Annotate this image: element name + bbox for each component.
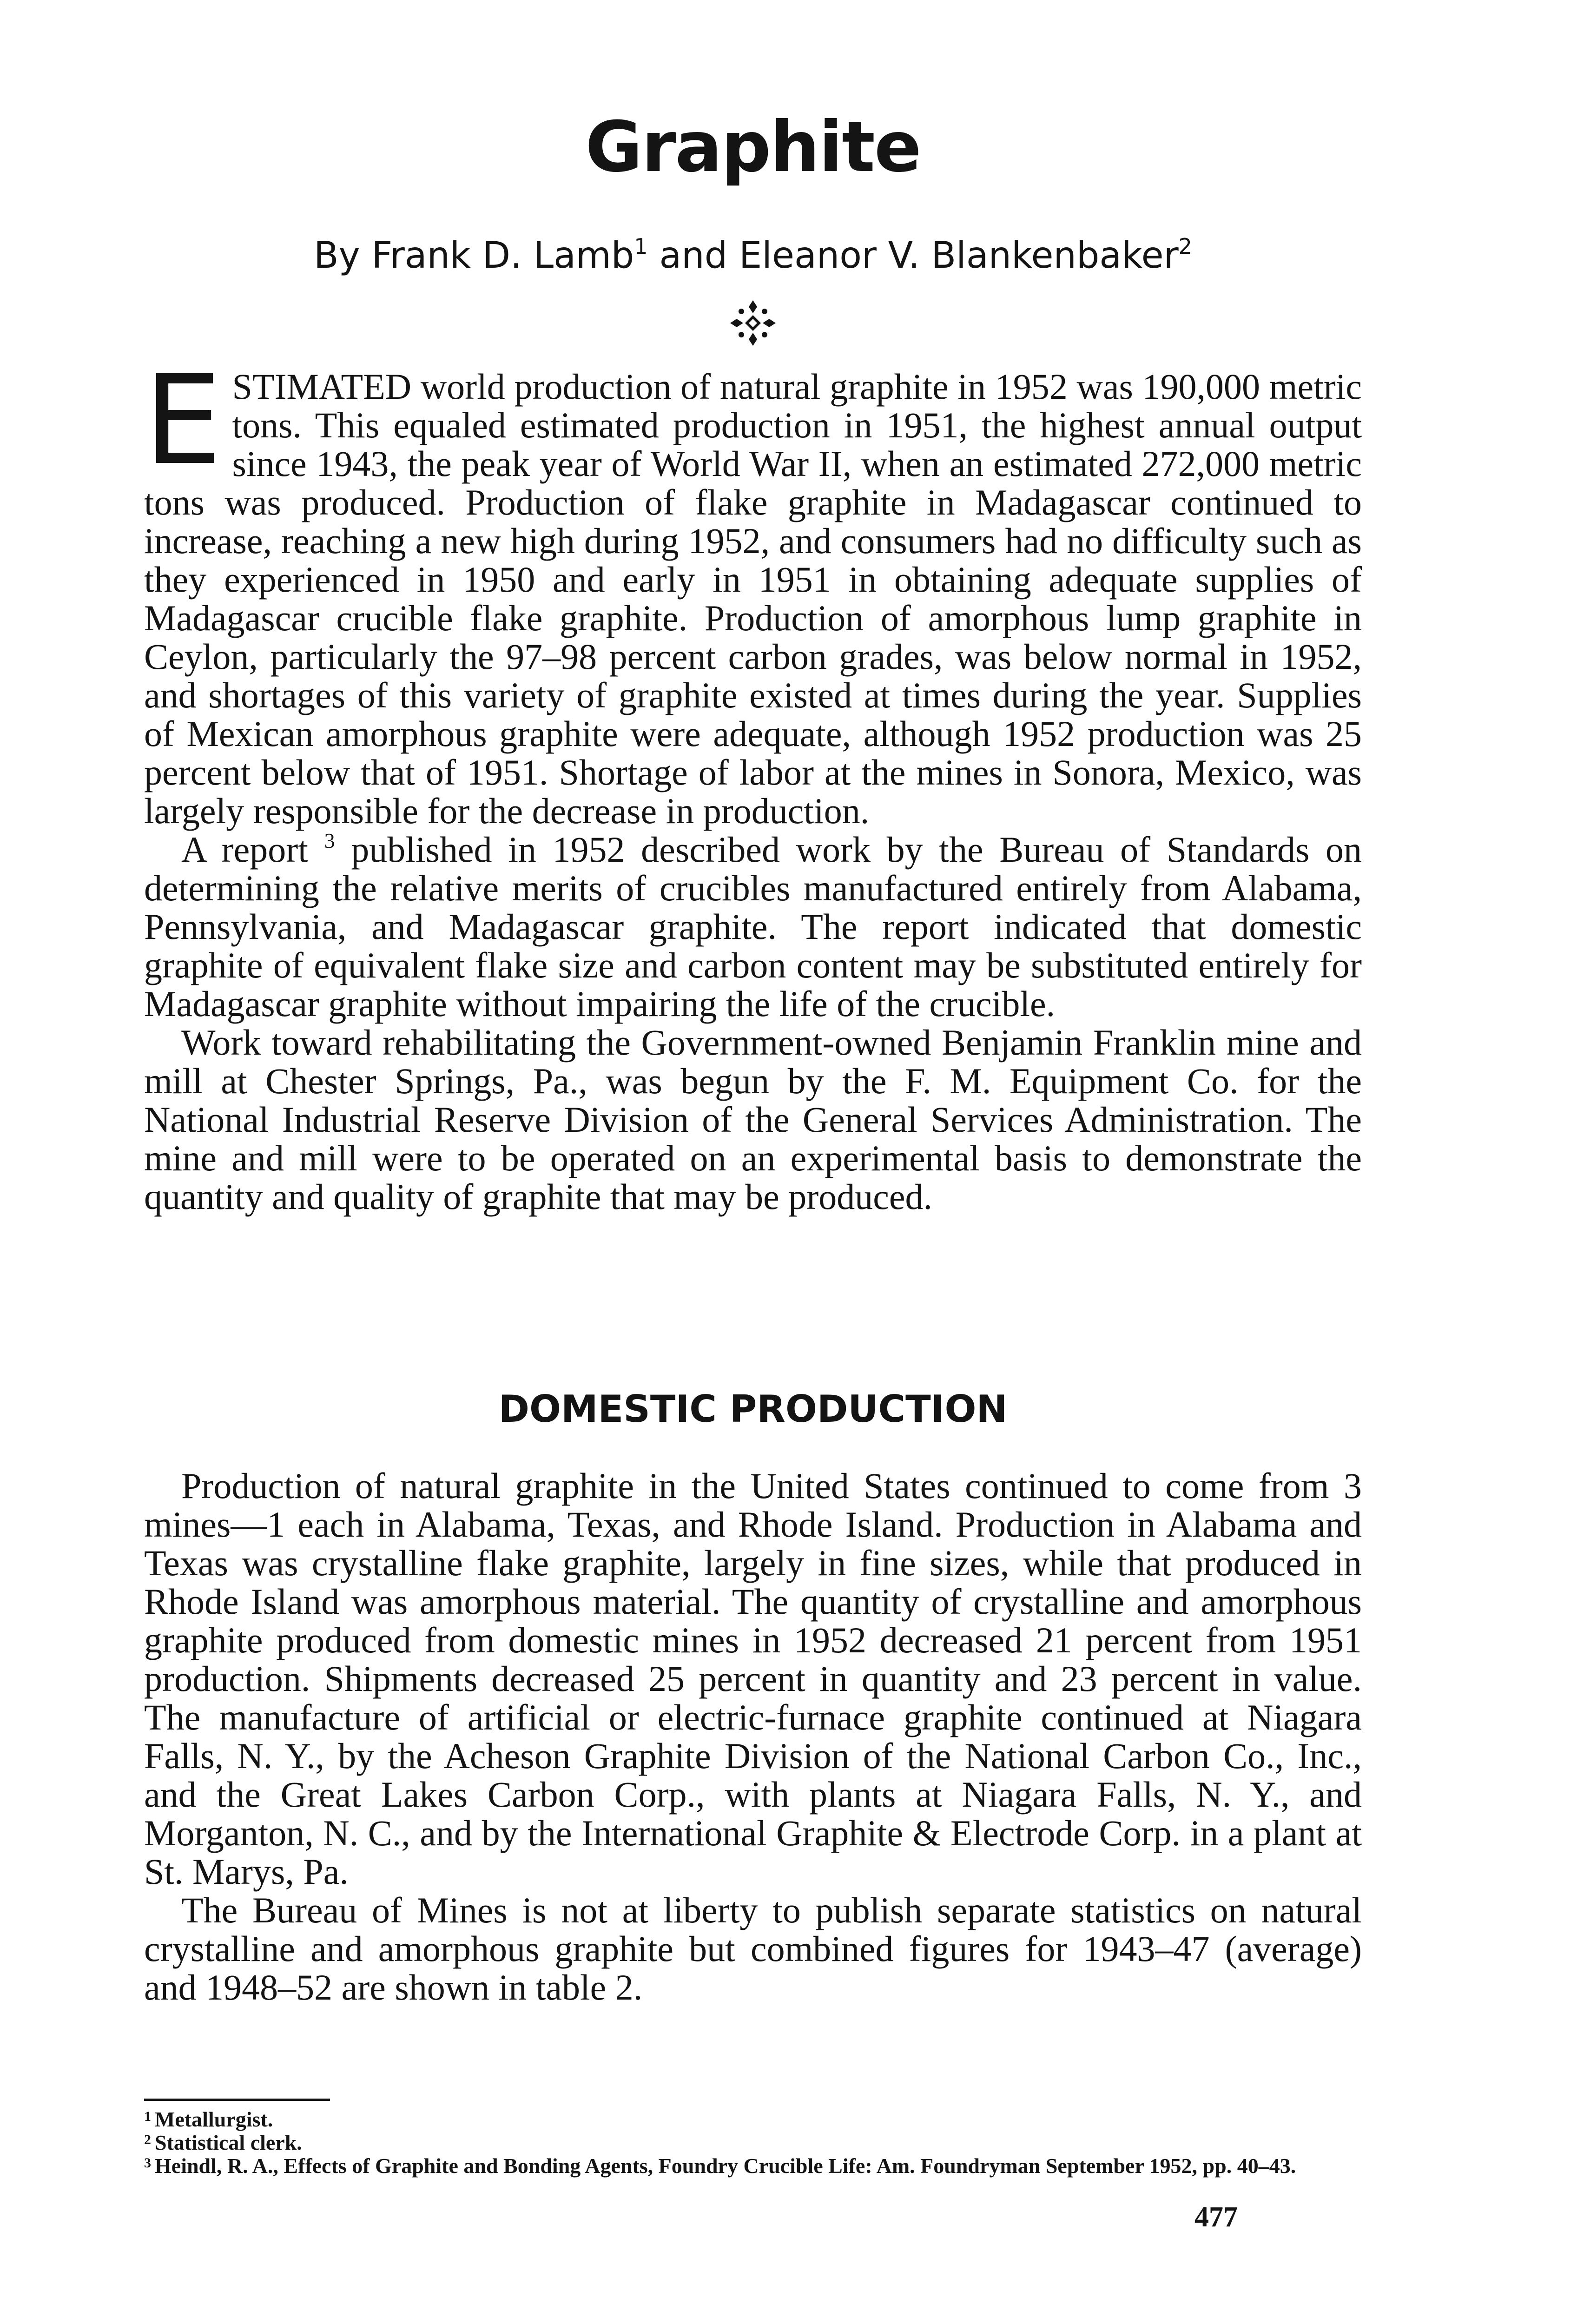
byline [144, 235, 1362, 277]
footnote [144, 2153, 1362, 2176]
footnote-text: Heindl, R. A., Effects of Graphite and Bonding Agents, Foundry Crucible Life: Am. Foundryman September 1952, pp. 40–43. [155, 2154, 1296, 2178]
author-1-footnote-mark: 1 [634, 234, 648, 259]
intro-paragraph-3: Work toward rehabilitating the Government-owned Benjamin Franklin mine and mill at Chester Springs, Pa., was begun by the F. M. Equipment Co. for the National Industrial Reserve Division of the General Services Administration. The mine and mill were to be operated on an experimental basis to demonstrate the quantity and quality of graphite that may be produced. [144, 1022, 1362, 1217]
footnote-mark: 1 [144, 2109, 151, 2124]
drop-cap: E [144, 349, 222, 492]
domestic-paragraph-1: Production of natural graphite in the United States continued to come from 3 mines—1 each in Alabama, Texas, and Rhode Island. Production in Alabama and Texas was crystalline flake graphite, largely in fine sizes, while that produced in Rhode Island was amorphous material. The quantity of crystalline and amorphous graphite produced from domestic mines in 1952 decreased 21 percent from 1951 production. Shipments decreased 25 percent in quantity and 23 percent in value. The manufacture of artificial or electric-furnace graphite continued at Niagara Falls, N. Y., by the Acheson Graphite Division of the National Carbon Co., Inc., and the Great Lakes Carbon Corp., with plants at Niagara Falls, N. Y., and Morganton, N. C., and by the International Graphite & Electrode Corp. in a plant at St. Marys, Pa. [144, 1466, 1362, 1892]
article-title: Graphite [585, 107, 921, 188]
intro-paragraph-2-lead: A report [181, 829, 308, 870]
footnotes [144, 2106, 1362, 2176]
byline-connector: and [659, 235, 728, 277]
footnote-divider [144, 2099, 330, 2101]
footnote-ref-3: 3 [324, 829, 335, 852]
page-number: 477 [1194, 2201, 1238, 2233]
footnote-mark: 2 [144, 2132, 151, 2147]
byline-prefix: By [314, 235, 360, 277]
footnote-text: Metallurgist. [155, 2107, 273, 2131]
footnote-text: Statistical clerk. [155, 2131, 302, 2154]
intro-paragraph-1-text: STIMATED world production of natural graphite in 1952 was 190,000 metric tons. This equaled estimated production in 1951, the highest annual output since 1943, the peak year of World War II, when an estimated 272,000 metric tons was produced. Production of flake graphite in Madagascar continued to increase, reaching a new high during 1952, and consumers had no difficulty such as they experienced in 1950 and early in 1951 in obtaining adequate supplies of Madagascar crucible flake graphite. Production of amorphous lump graphite in Ceylon, particularly the 97–98 percent carbon grades, was below normal in 1952, and shortages of this variety of graphite existed at times during the year. Supplies of Mexican amorphous graphite were adequate, although 1952 production was 25 percent below that of 1951. Shortage of labor at the mines in Sonora, Mexico, was largely responsible for the decrease in production. [144, 366, 1362, 831]
intro-paragraph-1 [144, 349, 1362, 831]
intro-paragraph-2 [144, 830, 1362, 1023]
footnote [144, 2130, 1362, 2153]
domestic-production-section [144, 1466, 1362, 2007]
ornament-icon [144, 297, 1362, 349]
author-2-footnote-mark: 2 [1178, 234, 1192, 259]
intro-paragraph-2-text: published in 1952 described work by the Bureau of Standards on determining the relative merits of crucibles manufactured entirely from Alabama, Pennsylvania, and Madagascar graphite. The report indicated that domestic graphite of equivalent flake size and carbon content may be substituted entirely for Madagascar graphite without impairing the life of the crucible. [144, 829, 1362, 1024]
intro-section [144, 349, 1362, 1217]
section-heading: DOMESTIC PRODUCTION [498, 1387, 1008, 1431]
footnote-mark: 3 [144, 2155, 151, 2171]
domestic-paragraph-2: The Bureau of Mines is not at liberty to publish separate statistics on natural crystalline and amorphous graphite but combined figures for 1943–47 (average) and 1948–52 are shown in table 2. [144, 1890, 1362, 2007]
author-1: Frank D. Lamb [371, 235, 634, 277]
footnote [144, 2106, 1362, 2130]
author-2: Eleanor V. Blankenbaker [739, 235, 1179, 277]
